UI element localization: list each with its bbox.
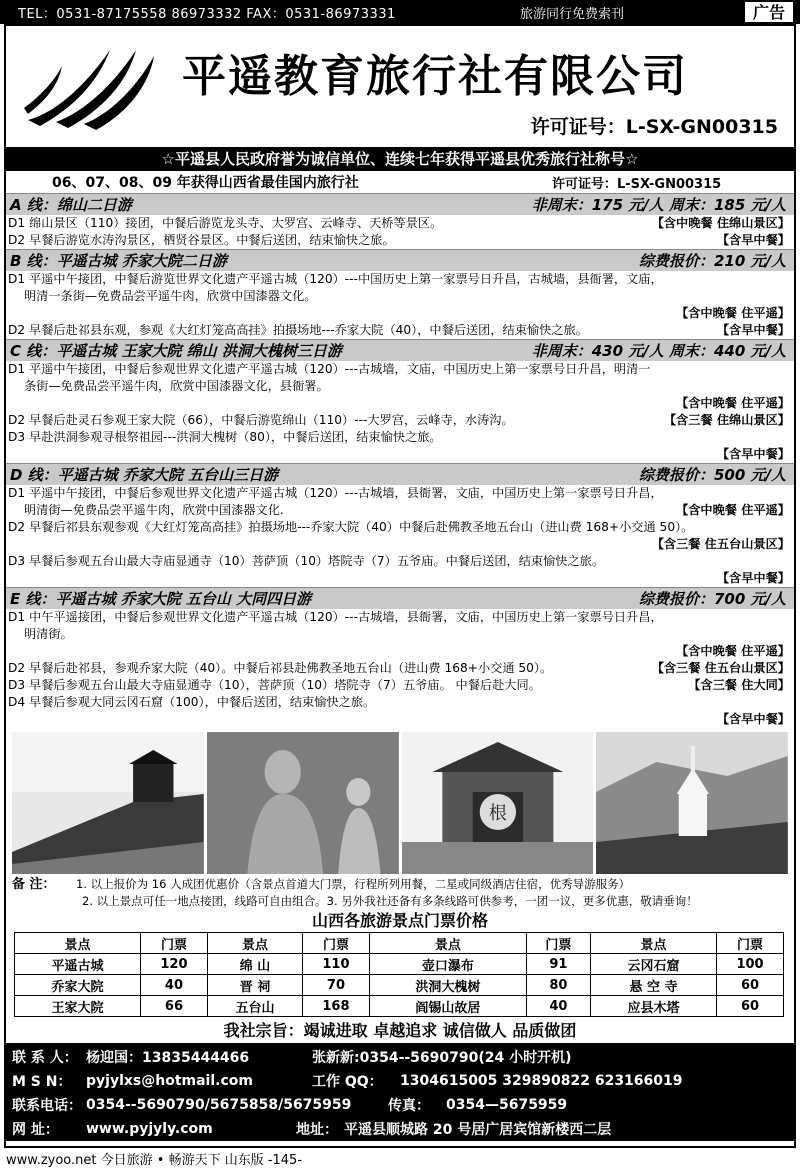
route-title: B 线：平遥古城 乔家大院二日游 bbox=[10, 252, 227, 270]
route-price: 综费报价：210 元/人 bbox=[638, 252, 786, 270]
route-a-header bbox=[6, 193, 794, 215]
website-link[interactable]: www.pyjyly.com bbox=[86, 1121, 213, 1137]
meal-note: 【含三餐 住五台山景区】 bbox=[651, 537, 790, 551]
itinerary-line: D1 中午平遥接团，中餐后参观世界文化遗产平遥古城（120）---古城墙，县衙署，文庙，中国历史上第一家票号日升昌， bbox=[8, 610, 663, 624]
fax-label: 传真： bbox=[388, 1098, 430, 1114]
table-cell: 60 bbox=[717, 996, 784, 1017]
note-line: 2. 以上景点可任一地点接团，线路可自由组合。3. 另外我社还备有多条线路可供参考，一团一议，更多优惠，敬请垂询！ bbox=[82, 894, 698, 908]
contact-label: 联 系 人： bbox=[12, 1050, 78, 1066]
phone-label: 联系电话： bbox=[12, 1098, 82, 1114]
meal-note: 【含三餐 住五台山景区】 bbox=[651, 661, 790, 675]
table-cell: 40 bbox=[526, 996, 590, 1017]
award-row bbox=[6, 171, 794, 193]
address-label: 地址： bbox=[296, 1122, 338, 1138]
itinerary-line: D3 早赴洪洞参观寻根祭祖园---洪洞大槐树（80），中餐后送团，结束愉快之旅。 bbox=[8, 430, 442, 444]
itinerary-line: 条街—免费品尝平遥牛肉，欣赏中国漆器文化，县衙署。 bbox=[24, 379, 329, 393]
city-wall-photo bbox=[12, 732, 204, 874]
table-cell: 120 bbox=[141, 954, 208, 975]
table-cell: 110 bbox=[303, 954, 370, 975]
itinerary-line: D2 早餐后赴祁县东观，参观《大红灯笼高高挂》拍摄场地---乔家大院（40），中餐后送团，结束愉快之旅。 【含早中餐】 bbox=[8, 323, 790, 337]
table-cell: 乔家大院 bbox=[15, 975, 141, 996]
contact-row bbox=[6, 1069, 794, 1093]
meal-note: 【含早中餐】 bbox=[716, 571, 790, 585]
route-title: D 线：平遥古城 乔家大院 五台山三日游 bbox=[10, 466, 279, 484]
ticket-price-table bbox=[14, 932, 784, 1017]
contact-person-2: 张新新:0354--5690790(24 小时开机) bbox=[312, 1050, 572, 1066]
route-price: 综费报价：700 元/人 bbox=[638, 590, 786, 608]
route-price: 综费报价：500 元/人 bbox=[638, 466, 786, 484]
msn-label: M S N： bbox=[12, 1074, 72, 1090]
meal-note: 【含三餐 住绵山景区】 bbox=[663, 413, 790, 427]
courtyard-gate-photo bbox=[402, 732, 594, 874]
column-header: 景点 bbox=[15, 933, 141, 954]
company-logo-icon bbox=[18, 42, 158, 132]
award-text: 06、07、08、09 年获得山西省最佳国内旅行社 bbox=[52, 175, 359, 191]
table-cell: 80 bbox=[526, 975, 590, 996]
tel-fax-text: TEL：0531-87175558 86973332 FAX：0531-86973331 bbox=[18, 6, 396, 22]
table-cell: 66 bbox=[141, 996, 208, 1017]
itinerary-line: D4 早餐后参观大同云冈石窟（100），中餐后送团，结束愉快之旅。 bbox=[8, 695, 376, 709]
ad-badge: 广告 bbox=[744, 1, 794, 23]
note-line: 1. 以上报价为 16 人成团优惠价（含景点首道大门票，行程所列用餐，二星或同级酒店住宿，优秀导游服务） bbox=[76, 877, 631, 891]
itinerary-line: 明清一条街—免费品尝平遥牛肉，欣赏中国漆器文化。 bbox=[24, 289, 317, 303]
table-cell: 云冈石窟 bbox=[591, 954, 717, 975]
route-price: 非周末：175 元/人 周末：185 元/人 bbox=[531, 196, 786, 214]
itinerary-line: 明清街。 bbox=[24, 627, 73, 641]
notes bbox=[6, 876, 794, 910]
meal-note: 【含早中餐】 bbox=[716, 233, 790, 247]
column-header: 门票 bbox=[141, 933, 208, 954]
address-text: 平遥县顺城路 20 号居广居宾馆新楼西二层 bbox=[344, 1122, 612, 1138]
web-label: 网 址： bbox=[12, 1122, 59, 1138]
table-cell: 绵 山 bbox=[207, 954, 302, 975]
route-title: C 线：平遥古城 王家大院 绵山 洪洞大槐树三日游 bbox=[10, 342, 342, 360]
meal-note: 【含早中餐】 bbox=[716, 447, 790, 461]
table-row bbox=[15, 975, 784, 996]
table-cell: 100 bbox=[717, 954, 784, 975]
wutaishan-pagoda-photo bbox=[596, 732, 788, 874]
table-cell: 168 bbox=[303, 996, 370, 1017]
msn-address[interactable]: pyjylxs@hotmail.com bbox=[86, 1073, 253, 1089]
table-cell: 悬 空 寺 bbox=[591, 975, 717, 996]
route-title: E 线：平遥古城 乔家大院 五台山 大同四日游 bbox=[10, 590, 312, 608]
meal-note: 【含早中餐】 bbox=[716, 323, 790, 337]
table-cell: 晋 祠 bbox=[207, 975, 302, 996]
yungang-grottoes-photo bbox=[207, 732, 399, 874]
route-b-header bbox=[6, 249, 794, 271]
itinerary-line: D1 平遥中午接团，中餐后参观世界文化遗产平遥古城（120）---古城墙，县衙署，文庙，中国历史上第一家票号日升昌， bbox=[8, 486, 663, 500]
qq-label: 工作 QQ： bbox=[312, 1074, 383, 1090]
company-header bbox=[6, 26, 794, 147]
honor-banner: ☆平遥县人民政府誉为诚信单位、连续七年获得平遥县优秀旅行社称号☆ bbox=[6, 147, 794, 171]
svg-text:根: 根 bbox=[488, 803, 507, 824]
price-table-title: 山西各旅游景点门票价格 bbox=[311, 911, 488, 930]
meal-note: 【含中晚餐 住绵山景区】 bbox=[651, 216, 790, 230]
table-cell: 五台山 bbox=[207, 996, 302, 1017]
award-license: 许可证号：L-SX-GN00315 bbox=[552, 176, 722, 192]
table-cell: 40 bbox=[141, 975, 208, 996]
notes-label: 备 注： bbox=[12, 877, 56, 892]
company-motto: 我社宗旨：竭诚进取 卓越追求 诚信做人 品质做团 bbox=[223, 1021, 577, 1040]
fax-number: 0354—5675959 bbox=[446, 1097, 568, 1113]
itinerary-line: D3 早餐后参观五台山最大寺庙显通寺（10），菩萨顶（10）塔院寺（7）五爷庙。 中餐后赴大同。 【含三餐 住大同】 bbox=[8, 678, 790, 692]
page-footer: www.zyoo.net 今日旅游 • 畅游天下 山东版 -145- bbox=[6, 1153, 303, 1168]
contact-person: 杨迎国：13835444466 bbox=[86, 1050, 250, 1066]
table-header-row bbox=[15, 933, 784, 954]
column-header: 门票 bbox=[526, 933, 590, 954]
contact-row bbox=[6, 1093, 794, 1117]
itinerary-line: D1 平遥中午接团，中餐后参观世界文化遗产平遥古城（120）---古城墙，文庙，中国历史上第一家票号日升昌，明清一 bbox=[8, 362, 651, 376]
license-number: 许可证号：L-SX-GN00315 bbox=[530, 116, 778, 138]
table-cell: 壶口瀑布 bbox=[369, 954, 526, 975]
free-catalog-text: 旅游同行免费索刊 bbox=[520, 6, 625, 22]
route-title: A 线：绵山二日游 bbox=[10, 196, 132, 214]
top-bar bbox=[0, 0, 800, 24]
table-cell: 91 bbox=[526, 954, 590, 975]
column-header: 门票 bbox=[717, 933, 784, 954]
ad-frame bbox=[4, 24, 796, 1148]
itinerary-line: D2 早餐后祁县东观参观《大红灯笼高高挂》拍摄场地---乔家大院（40）中餐后赴佛教圣地五台山（进山费 168+小交通 50）。 bbox=[8, 520, 694, 534]
route-price: 非周末：430 元/人 周末：440 元/人 bbox=[531, 342, 786, 360]
table-cell: 应县木塔 bbox=[591, 996, 717, 1017]
phone-numbers: 0354--5690790/5675858/5675959 bbox=[86, 1097, 352, 1113]
column-header: 景点 bbox=[369, 933, 526, 954]
qq-numbers: 1304615005 329890822 623166019 bbox=[400, 1073, 683, 1089]
meal-note: 【含三餐 住大同】 bbox=[688, 678, 790, 692]
contact-row bbox=[6, 1045, 794, 1069]
table-cell: 王家大院 bbox=[15, 996, 141, 1017]
itinerary-line: D2 早餐后游览水涛沟景区，栖贤谷景区。中餐后送团，结束愉快之旅。 【含早中餐】 bbox=[8, 233, 790, 247]
itinerary-line: D1 平遥中午接团，中餐后游览世界文化遗产平遥古城（120）---中国历史上第一家票号日升昌，古城墙，县衙署，文庙， bbox=[8, 272, 663, 286]
company-name: 平遥教育旅行社有限公司 bbox=[182, 51, 688, 102]
table-cell: 60 bbox=[717, 975, 784, 996]
itinerary-line: D3 早餐后参观五台山最大寺庙显通寺（10）菩萨顶（10）塔院寺（7）五爷庙。中餐后送团，结束愉快之旅。 bbox=[8, 554, 605, 568]
route-d-header bbox=[6, 463, 794, 485]
contact-block bbox=[6, 1043, 794, 1141]
photo-strip bbox=[6, 732, 794, 874]
table-row bbox=[15, 954, 784, 975]
itinerary-line: D1 绵山景区（110）接团，中餐后游览龙头寺、大罗宫、云峰寺、天桥等景区。 【含中晚餐 住绵山景区】 bbox=[8, 216, 790, 230]
itinerary-line: D2 早餐后赴祁县，参观乔家大院（40）。中餐后祁县赴佛教圣地五台山（进山费 168+小交通 50）。 【含三餐 住五台山景区】 bbox=[8, 661, 790, 675]
itinerary-line: D2 早餐后赴灵石参观王家大院（66），中餐后游览绵山（110）---大罗宫，云峰寺，水涛沟。 【含三餐 住绵山景区】 bbox=[8, 413, 790, 427]
table-cell: 70 bbox=[303, 975, 370, 996]
itinerary-line: 明清街—免费品尝平遥牛肉，欣赏中国漆器文化. 【含中晚餐 住平遥】 bbox=[24, 503, 790, 517]
column-header: 景点 bbox=[591, 933, 717, 954]
table-cell: 平遥古城 bbox=[15, 954, 141, 975]
table-cell: 阎锡山故居 bbox=[369, 996, 526, 1017]
table-cell: 洪洞大槐树 bbox=[369, 975, 526, 996]
meal-note: 【含中晚餐 住平遥】 bbox=[676, 396, 790, 410]
route-c-header bbox=[6, 339, 794, 361]
contact-row bbox=[6, 1117, 794, 1141]
route-e-header bbox=[6, 587, 794, 609]
column-header: 景点 bbox=[207, 933, 302, 954]
meal-note: 【含早中餐】 bbox=[716, 712, 790, 726]
column-header: 门票 bbox=[303, 933, 370, 954]
meal-note: 【含中晚餐 住平遥】 bbox=[676, 503, 790, 517]
meal-note: 【含中晚餐 住平遥】 bbox=[676, 644, 790, 658]
meal-note: 【含中晚餐 住平遥】 bbox=[676, 306, 790, 320]
table-row bbox=[15, 996, 784, 1017]
